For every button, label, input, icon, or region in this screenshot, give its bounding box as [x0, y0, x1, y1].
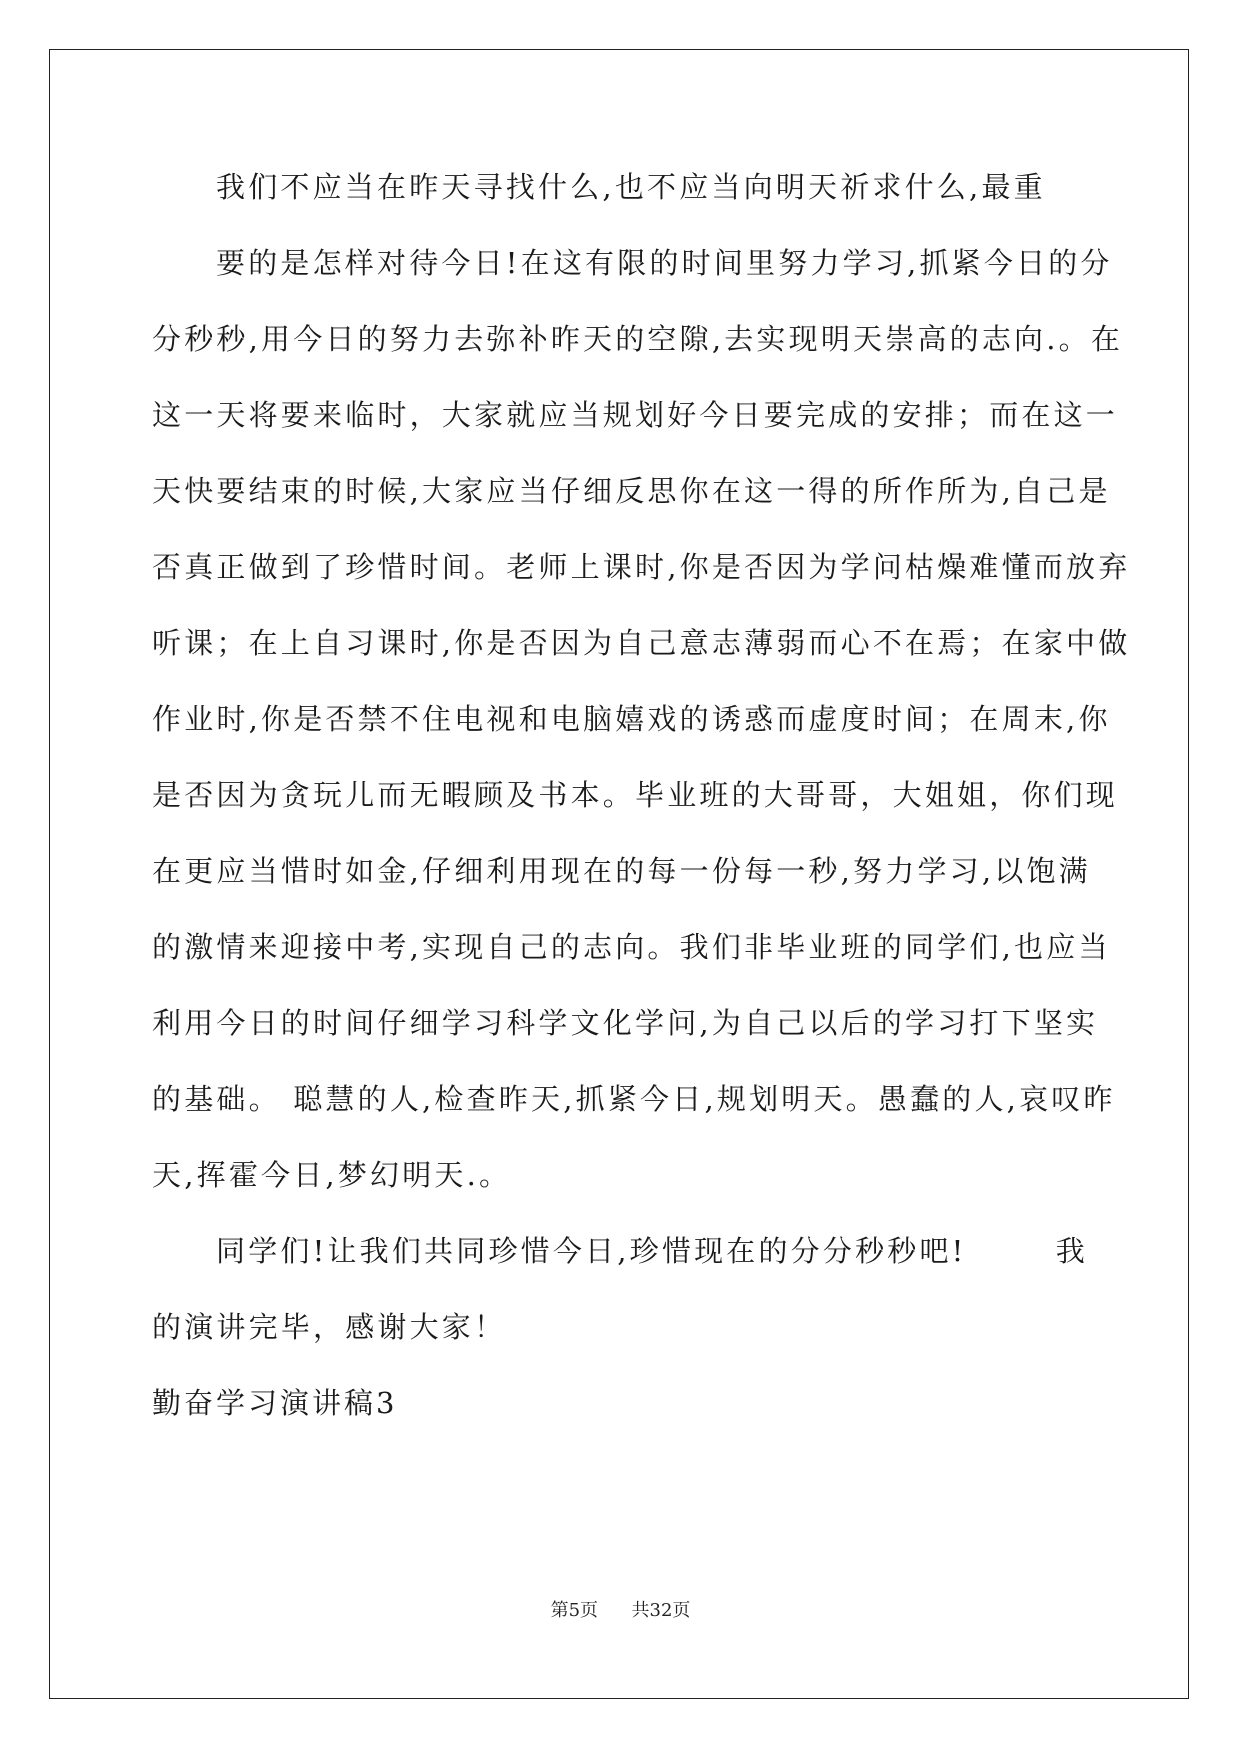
paragraph-line: 是否因为贪玩儿而无暇顾及书本。毕业班的大哥哥，大姐姐，你们现 [152, 778, 1119, 812]
paragraph-line: 利用今日的时间仔细学习科学文化学问,为自己以后的学习打下坚实 [152, 1006, 1099, 1040]
paragraph-line: 天,挥霍今日,梦幻明天.。 [152, 1158, 512, 1192]
paragraph-line: 这一天将要来临时，大家就应当规划好今日要完成的安排；而在这一 [152, 398, 1119, 432]
closing-text-end: 我 [1055, 1234, 1088, 1268]
paragraph-line: 听课；在上自习课时,你是否因为自己意志薄弱而心不在焉；在家中做 [152, 626, 1131, 660]
page-total: 共32页 [631, 1600, 691, 1621]
paragraph-line: 的激情来迎接中考,实现自己的志向。我们非毕业班的同学们,也应当 [152, 930, 1111, 964]
paragraph-line: 我们不应当在昨天寻找什么,也不应当向明天祈求什么,最重 [216, 170, 1046, 204]
document-body [152, 168, 1131, 1422]
closing-line-2: 的演讲完毕，感谢大家！ [152, 1310, 507, 1344]
paragraph-line: 否真正做到了珍惜时间。老师上课时,你是否因为学问枯燥难懂而放弃 [152, 550, 1131, 584]
paragraph-line: 天快要结束的时候,大家应当仔细反思你在这一得的所作所为,自己是 [152, 474, 1111, 508]
section-heading: 勤奋学习演讲稿3 [152, 1386, 398, 1420]
closing-line [152, 1232, 1088, 1270]
paragraph-line: 的基础。 聪慧的人,检查昨天,抓紧今日,规划明天。愚蠢的人,哀叹昨 [152, 1082, 1116, 1116]
paragraph-line: 要的是怎样对待今日!在这有限的时间里努力学习,抓紧今日的分 [216, 246, 1113, 280]
paragraph-line: 作业时,你是否禁不住电视和电脑嬉戏的诱惑而虚度时间；在周末,你 [152, 702, 1111, 736]
paragraph-line: 在更应当惜时如金,仔细利用现在的每一份每一秒,努力学习,以饱满 [152, 854, 1091, 888]
closing-text: 同学们!让我们共同珍惜今日,珍惜现在的分分秒秒吧! [216, 1234, 967, 1268]
paragraph-line: 分秒秒,用今日的努力去弥补昨天的空隙,去实现明天崇高的志向.。在 [152, 322, 1124, 356]
page-number: 第5页 [550, 1600, 599, 1621]
page-footer [0, 1596, 1241, 1622]
